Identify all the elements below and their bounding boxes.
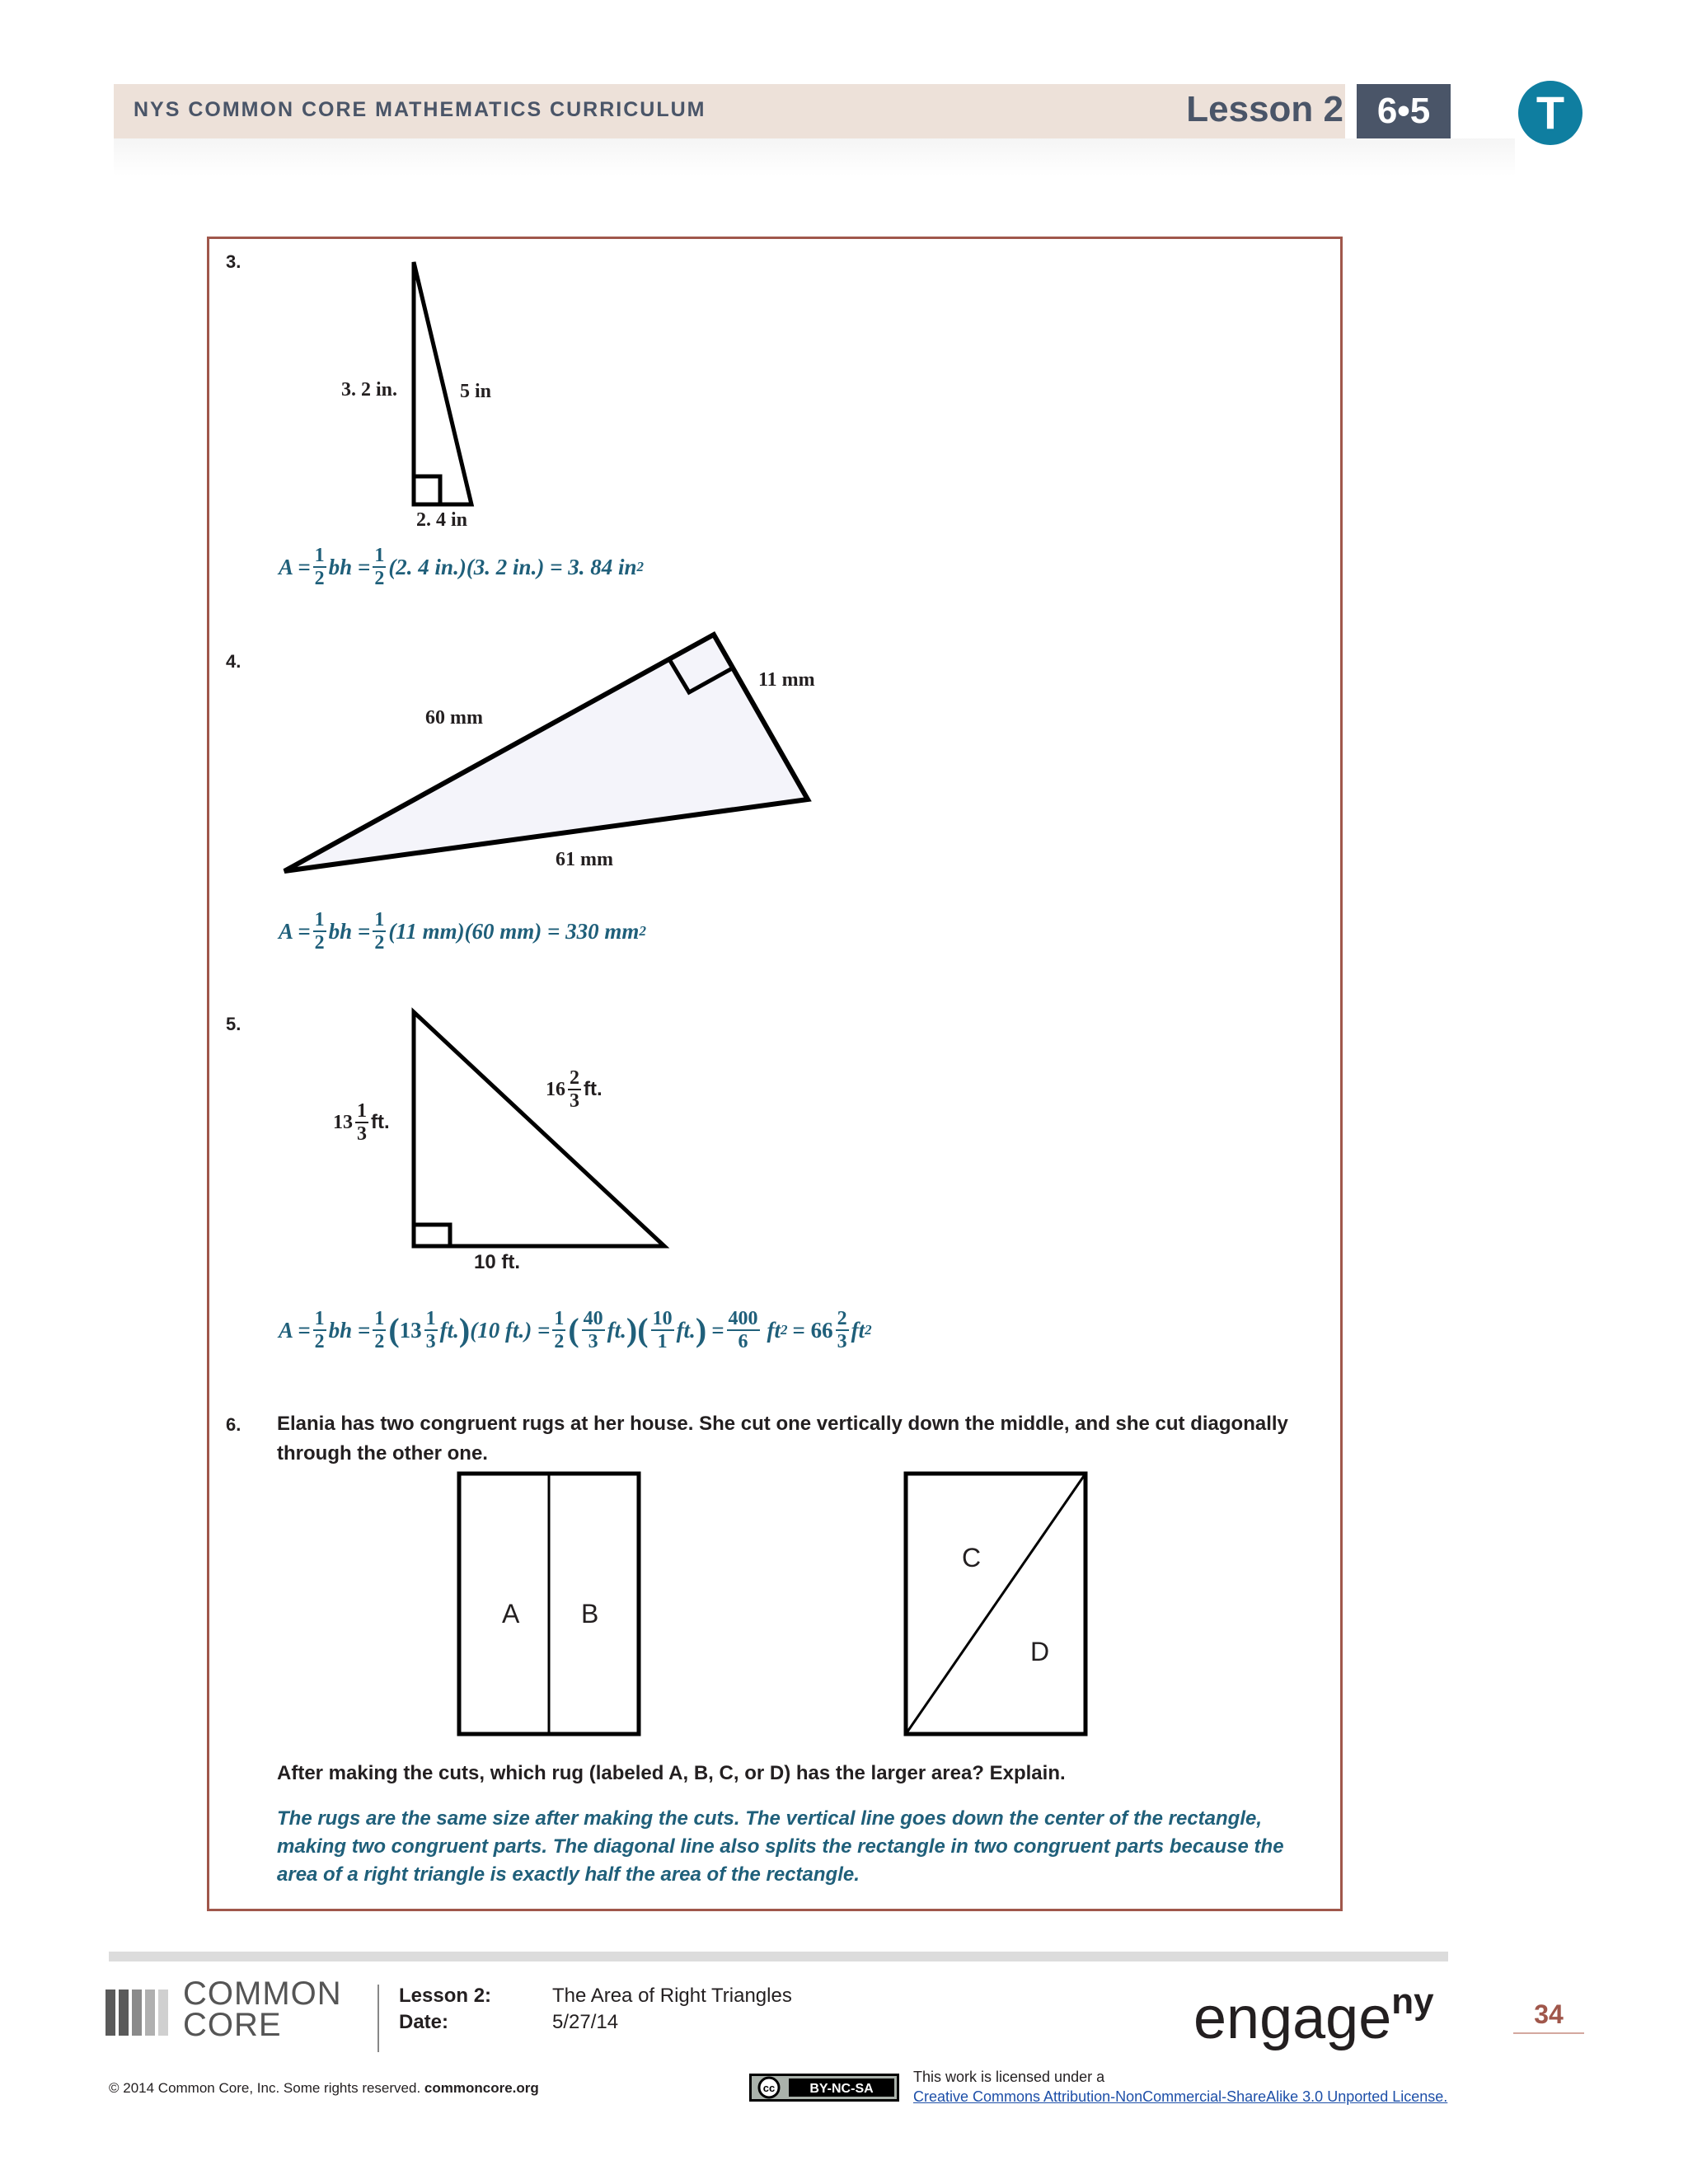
- fraction: $\frac{1}{2}$: [314, 909, 325, 954]
- q5-right-angle-mark: [414, 1225, 450, 1246]
- fraction: $\frac{1}{2}$: [314, 545, 325, 589]
- footer-divider: [377, 1985, 379, 2052]
- q5-answer: A = $\frac{1}{2}$ bh = $\frac{1}{2}$ ( 13 $\frac{1}{3}$ ft. ) (10 ft.) = $\frac{1}{2}$ ( $\frac{40}{3}$ ft. )( $\frac{10}{1}$ ft. ) = $\frac{400}{6}$ ft 2 = 66 $\frac{2}{3}$ ft 2: [279, 1308, 872, 1352]
- engageny-logo: engage$^{ny}$: [1193, 1981, 1434, 2051]
- q5-hyp-label: 16 $\frac{2}{3}$ ft.: [546, 1067, 603, 1112]
- q3-ans-lhs: A =: [279, 554, 311, 579]
- q6-question: After making the cuts, which rug (labeled A, B, C, or D) has the larger area? Explain.: [277, 1762, 1066, 1784]
- q4-ans-expr: (11 mm)(60 mm) = 330 mm: [388, 918, 640, 944]
- svg-text:cc: cc: [762, 2082, 776, 2094]
- footer-rule: [109, 1952, 1448, 1961]
- fraction: $\frac{1}{2}$: [374, 909, 385, 954]
- lesson-title: Lesson 2: [1186, 89, 1343, 129]
- q3-base-label: 2. 4 in: [416, 509, 468, 531]
- cc-badge-text: BY-NC-SA: [809, 2082, 874, 2096]
- fraction: $\frac{1}{2}$: [554, 1308, 565, 1352]
- q3-hyp-label: 5 in: [460, 381, 492, 402]
- curriculum-title: NYS COMMON CORE MATHEMATICS CURRICULUM: [134, 98, 706, 121]
- fraction: $\frac{400}{6}$: [728, 1308, 758, 1352]
- q4-hyp-label: 61 mm: [556, 849, 613, 870]
- fraction: $\frac{1}{3}$: [425, 1308, 436, 1352]
- fraction: $\frac{2}{3}$: [570, 1067, 579, 1112]
- fraction: $\frac{10}{1}$: [652, 1308, 673, 1352]
- q3-height-label: 3. 2 in.: [341, 379, 398, 401]
- q6-prompt: Elania has two congruent rugs at her house. She cut one vertically down the middle, and she cut diagonally through the other one.: [277, 1413, 1288, 1465]
- common-core-logo-icon: [106, 1985, 171, 2037]
- teacher-version-icon: T: [1518, 81, 1582, 145]
- q3-ans-mid: bh =: [328, 554, 371, 579]
- q5-height-label: 13 $\frac{1}{3}$ ft.: [333, 1100, 390, 1145]
- rug-label-b: B: [581, 1599, 599, 1629]
- footer-date-key: Date:: [399, 2011, 449, 2033]
- common-core-wordmark: COMMON CORE: [183, 1975, 342, 2043]
- fraction: $\frac{1}{2}$: [314, 1308, 325, 1352]
- copyright: © 2014 Common Core, Inc. Some rights reserved. commoncore.org: [109, 2080, 539, 2096]
- page-number: 34: [1534, 1999, 1564, 2029]
- q3-answer: [279, 546, 644, 588]
- q4-ans-exp: 2: [639, 923, 646, 939]
- problem-3-number: 3.: [226, 251, 241, 272]
- footer-date-value: 5/27/14: [552, 2011, 619, 2033]
- q5-base-label: 10 ft.: [474, 1251, 521, 1273]
- q5-triangle: [414, 1012, 664, 1246]
- license-link[interactable]: Creative Commons Attribution-NonCommercial-ShareAlike 3.0 Unported License.: [913, 2088, 1448, 2105]
- footer-lesson-value: The Area of Right Triangles: [552, 1985, 792, 2007]
- q4-leg-long-label: 60 mm: [425, 707, 483, 729]
- fraction: $\frac{2}{3}$: [837, 1308, 847, 1352]
- q3-ans-expr: (2. 4 in.)(3. 2 in.) = 3. 84 in: [388, 554, 637, 579]
- rug-label-a: A: [502, 1599, 520, 1629]
- q6-answer: The rugs are the same size after making the cuts. The vertical line goes down the center of the rectangle, making two congruent parts. The diagonal line also splits the rectangle in two congruent parts because the area of a right triangle is exactly half the area of the rectangle.: [277, 1807, 1284, 1886]
- fraction: $\frac{1}{3}$: [357, 1100, 367, 1145]
- rug-label-d: D: [1030, 1637, 1050, 1666]
- footer-lesson-key: Lesson 2:: [399, 1985, 492, 2007]
- q4-ans-lhs: A =: [279, 918, 311, 944]
- module-badge: 6•5: [1357, 84, 1451, 138]
- cc-license-badge-icon: [749, 2074, 899, 2102]
- problem-5-number: 5.: [226, 1014, 241, 1034]
- q4-leg-short-label: 11 mm: [758, 669, 815, 691]
- fraction: $\frac{1}{2}$: [374, 545, 385, 589]
- fraction: $\frac{1}{2}$: [374, 1308, 385, 1352]
- rug-diagonal-cut: [906, 1474, 1085, 1734]
- rug-label-c: C: [962, 1543, 982, 1572]
- q4-ans-mid: bh =: [328, 918, 371, 944]
- q3-right-angle-mark: [414, 476, 440, 504]
- problem-4-number: 4.: [226, 651, 241, 672]
- q4-answer: [279, 910, 646, 953]
- q3-ans-exp: 2: [636, 559, 644, 574]
- problem-6-number: 6.: [226, 1414, 241, 1435]
- fraction: $\frac{40}{3}$: [583, 1308, 603, 1352]
- page-number-rule: [1513, 2032, 1584, 2034]
- license-line-1: This work is licensed under a: [913, 2069, 1105, 2085]
